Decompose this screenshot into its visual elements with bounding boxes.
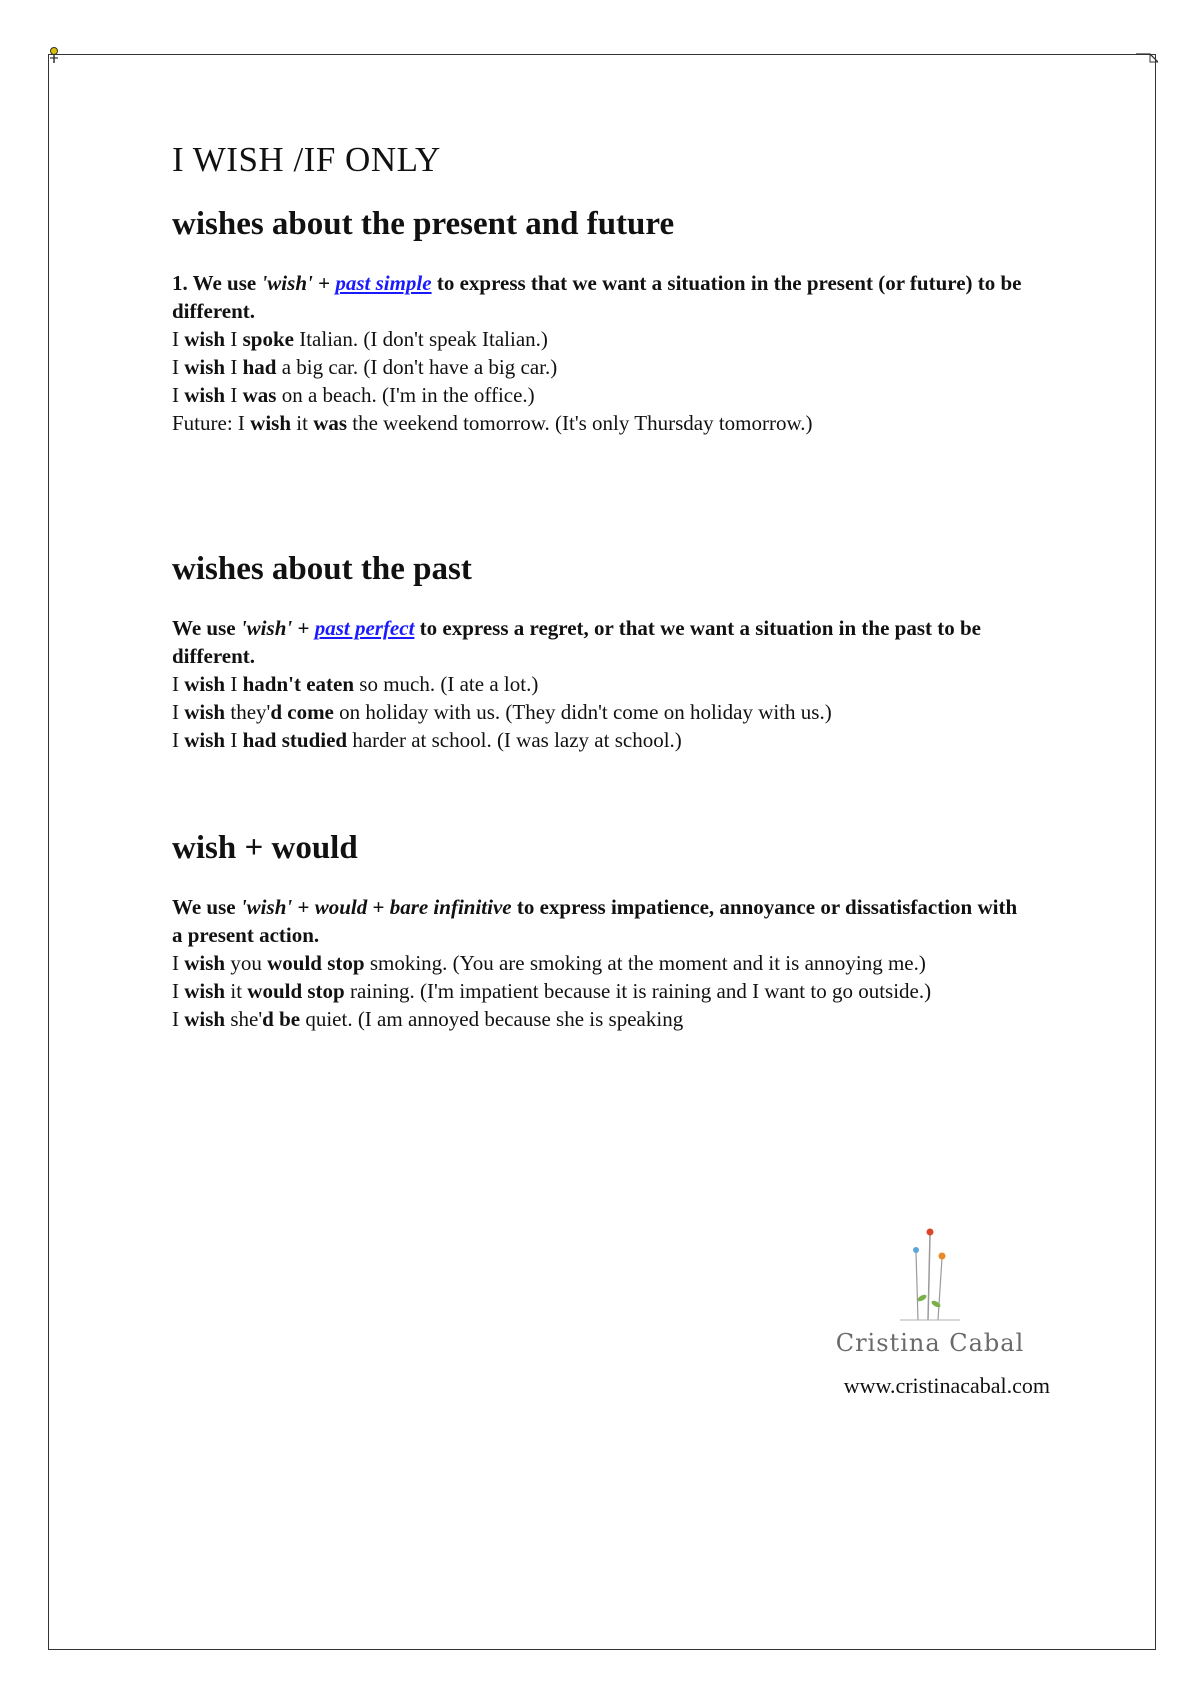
rule-text	[172, 893, 1032, 949]
bare-infinitive-term: bare infinitive	[389, 895, 512, 919]
example-bold: was	[313, 411, 348, 435]
example-line	[172, 325, 1032, 353]
document-body	[172, 140, 1032, 1033]
anchor-icon	[46, 46, 62, 64]
section-heading: wishes about the past	[172, 551, 472, 587]
example-text: Future: I	[172, 411, 251, 435]
example-bold: wish	[184, 355, 226, 379]
wish-term: 'wish'	[240, 895, 293, 919]
rule-suffix: to express impatience, annoyance or dissatisfaction with a present action.	[172, 895, 1018, 947]
example-text: I	[172, 355, 185, 379]
rule-text	[172, 614, 1032, 670]
website-url[interactable]: www.cristinacabal.com	[843, 1373, 1050, 1398]
section-heading: wishes about the present and future	[172, 206, 675, 242]
logo-name: Cristina Cabal	[835, 1329, 1025, 1357]
document-title: I WISH /IF ONLY	[172, 140, 441, 179]
example-text: they'	[225, 700, 271, 724]
rule-plus: +	[367, 895, 390, 919]
past-simple-link[interactable]: past simple	[335, 271, 432, 295]
example-bold: d come	[270, 700, 334, 724]
example-text: I	[225, 355, 243, 379]
example-text: I	[225, 327, 243, 351]
example-text: I	[172, 700, 185, 724]
example-text: I	[172, 672, 185, 696]
section-past	[172, 551, 1032, 754]
rule-prefix: 1. We use	[172, 271, 262, 295]
example-line	[172, 698, 1032, 726]
example-bold: had	[242, 355, 277, 379]
example-text: on a beach. (I'm in the office.)	[276, 383, 535, 407]
example-text: it	[291, 411, 314, 435]
rule-prefix: We use	[172, 616, 241, 640]
example-bold: wish	[184, 672, 226, 696]
section-present-future	[172, 206, 1032, 437]
example-text: she'	[225, 1007, 263, 1031]
example-text: I	[225, 728, 243, 752]
rule-suffix: to express that we want a situation in the present (or future) to be different.	[172, 271, 1022, 323]
past-perfect-link[interactable]: past perfect	[314, 616, 415, 640]
example-bold: wish	[184, 327, 226, 351]
example-line	[172, 949, 1032, 977]
example-bold: hadn't eaten	[242, 672, 355, 696]
example-line	[172, 353, 1032, 381]
example-bold: would stop	[247, 979, 345, 1003]
example-line	[172, 409, 1032, 437]
example-text: raining. (I'm impatient because it is raining and I want to go outside.)	[344, 979, 932, 1003]
logo	[820, 1220, 1040, 1357]
wish-term: 'wish'	[240, 616, 293, 640]
example-line	[172, 977, 1032, 1005]
rule-suffix: to express a regret, or that we want a situation in the past to be different.	[172, 616, 982, 668]
example-text: I	[172, 383, 185, 407]
example-text: it	[225, 979, 248, 1003]
example-text: I	[172, 979, 185, 1003]
section-wish-would	[172, 830, 1032, 1033]
example-bold: was	[242, 383, 277, 407]
example-text: a big car. (I don't have a big car.)	[276, 355, 558, 379]
example-bold: wish	[184, 951, 226, 975]
rule-plus: +	[312, 271, 336, 295]
rule-plus: +	[292, 895, 315, 919]
example-text: I	[172, 728, 185, 752]
example-line	[172, 381, 1032, 409]
example-text: so much. (I ate a lot.)	[354, 672, 539, 696]
example-text: the weekend tomorrow. (It's only Thursday tomorrow.)	[347, 411, 813, 435]
example-text: harder at school. (I was lazy at school.)	[347, 728, 682, 752]
example-line	[172, 1005, 1032, 1033]
example-line	[172, 726, 1032, 754]
example-bold: wish	[184, 979, 226, 1003]
example-text: quiet. (I am annoyed because she is speaking	[300, 1007, 684, 1031]
page-fold-icon	[1136, 50, 1158, 66]
example-text: Italian. (I don't speak Italian.)	[293, 327, 548, 351]
example-text: I	[172, 951, 185, 975]
example-bold: d be	[262, 1007, 301, 1031]
example-bold: spoke	[242, 327, 294, 351]
example-text: I	[172, 327, 185, 351]
would-term: would	[314, 895, 368, 919]
rule-text	[172, 269, 1032, 325]
rule-prefix: We use	[172, 895, 241, 919]
example-bold: wish	[184, 700, 226, 724]
example-bold: wish	[184, 728, 226, 752]
section-heading: wish + would	[172, 830, 358, 866]
flowers-logo-icon	[890, 1220, 970, 1330]
example-bold: wish	[184, 1007, 226, 1031]
example-text: I	[225, 672, 243, 696]
example-text: I	[172, 1007, 185, 1031]
example-bold: wish	[250, 411, 292, 435]
example-text: you	[225, 951, 268, 975]
example-text: on holiday with us. (They didn't come on holiday with us.)	[333, 700, 832, 724]
rule-plus: +	[292, 616, 315, 640]
example-bold: wish	[184, 383, 226, 407]
example-bold: would stop	[267, 951, 365, 975]
example-bold: had studied	[242, 728, 348, 752]
example-line	[172, 670, 1032, 698]
example-text: I	[225, 383, 243, 407]
example-text: smoking. (You are smoking at the moment and it is annoying me.)	[364, 951, 926, 975]
wish-term: 'wish'	[261, 271, 313, 295]
